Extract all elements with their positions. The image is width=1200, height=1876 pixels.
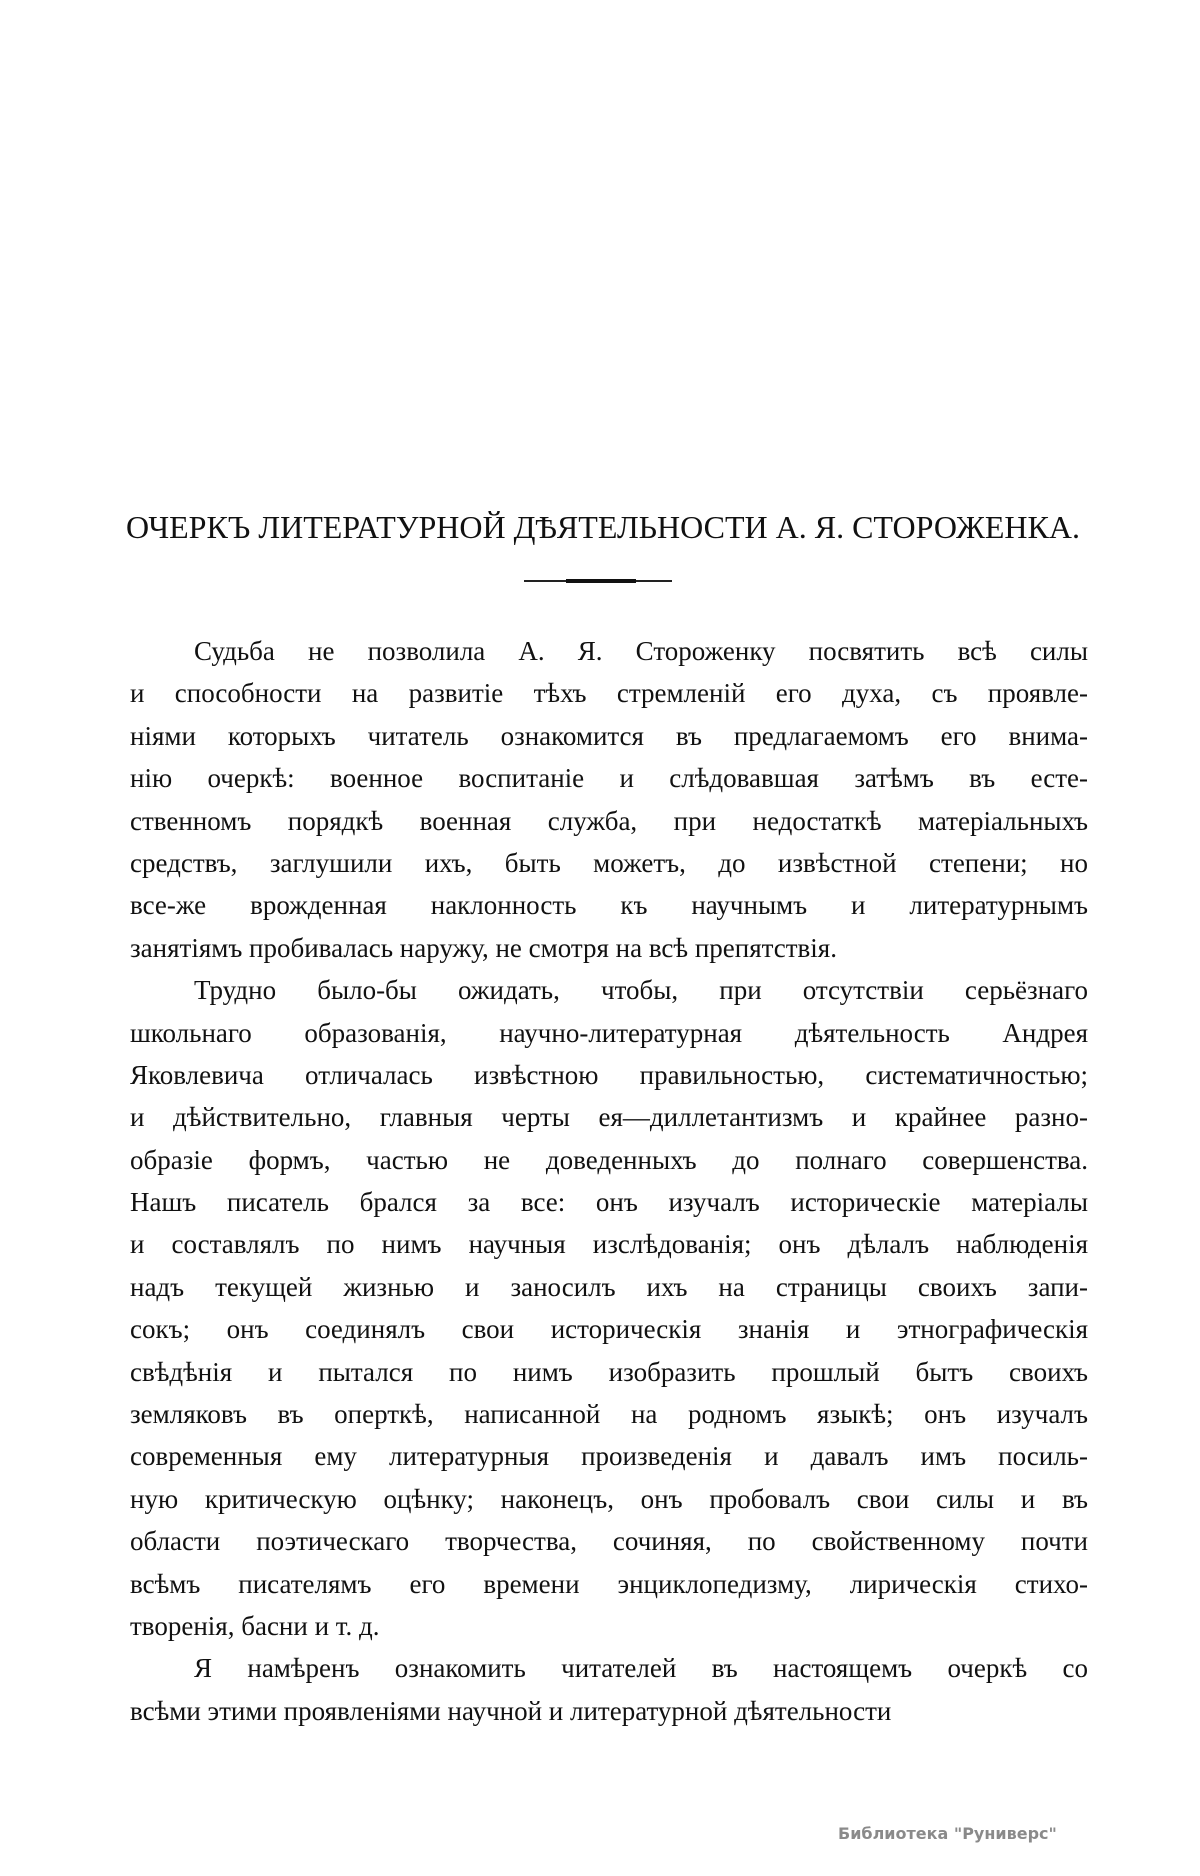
text-line: и способности на развитіе тѣхъ стремленій его духа, съ проявле- (130, 678, 1088, 709)
text-line: земляковъ въ оперткѣ, написанной на родномъ языкѣ; онъ изучалъ (130, 1399, 1088, 1430)
text-line: Яковлевича отличалась извѣстною правильностью, систематичностью; (130, 1059, 1088, 1090)
text-line: нію очеркѣ: военное воспитаніе и слѣдовавшая затѣмъ въ есте- (130, 763, 1088, 794)
text-line: всѣми этими проявленіями научной и литературной дѣятельности (130, 1695, 892, 1726)
library-watermark: Библиотека "Руниверс" (838, 1824, 1057, 1843)
text-line: всѣмъ писателямъ его времени энциклопедизму, лирическія стихо- (130, 1568, 1088, 1599)
text-line: Нашъ писатель брался за все: онъ изучалъ историческіе матеріалы (130, 1187, 1088, 1218)
chapter-title-container (126, 505, 1080, 549)
text-line: творенія, басни и т. д. (130, 1610, 380, 1641)
text-line: Трудно было-бы ожидать, чтобы, при отсутствіи серьёзнаго (194, 975, 1088, 1006)
text-line: занятіямъ пробивалась наружу, не смотря на всѣ препятствія. (130, 932, 837, 963)
text-line: ную критическую оцѣнку; наконецъ, онъ пробовалъ свои силы и въ (130, 1483, 1088, 1514)
chapter-title: ОЧЕРКЪ ЛИТЕРАТУРНОЙ ДѢЯТЕЛЬНОСТИ А. Я. СТОРОЖЕНКА. (126, 509, 1080, 545)
text-line: сокъ; онъ соединялъ свои историческія знанія и этнографическія (130, 1314, 1088, 1345)
text-line: ніями которыхъ читатель ознакомится въ предлагаемомъ его внима- (130, 720, 1088, 751)
text-line: ственномъ порядкѣ военная служба, при недостаткѣ матеріальныхъ (130, 805, 1088, 836)
text-line: свѣдѣнія и пытался по нимъ изобразить прошлый бытъ своихъ (130, 1356, 1088, 1387)
text-line: все-же врожденная наклонность къ научнымъ и литературнымъ (130, 890, 1088, 921)
text-line: и дѣйствительно, главныя черты ея—диллетантизмъ и крайнее разно- (130, 1102, 1088, 1133)
body-text (130, 630, 1088, 1732)
text-line: современныя ему литературныя произведенія и давалъ имъ посиль- (130, 1441, 1088, 1472)
text-line: надъ текущей жизнью и заносилъ ихъ на страницы своихъ запи- (130, 1271, 1088, 1302)
text-line: средствъ, заглушили ихъ, быть можетъ, до извѣстной степени; но (130, 847, 1088, 878)
text-line: школьнаго образованія, научно-литературная дѣятельность Андрея (130, 1017, 1088, 1048)
text-line: образіе формъ, частью не доведенныхъ до полнаго совершенства. (130, 1144, 1088, 1175)
text-line: Судьба не позволила А. Я. Стороженку посвятить всѣ силы (194, 636, 1088, 666)
text-line: области поэтическаго творчества, сочиняя, по свойственному почти (130, 1526, 1088, 1557)
text-line: и составлялъ по нимъ научныя изслѣдованія; онъ дѣлалъ наблюденія (130, 1229, 1088, 1260)
title-divider-ornament (566, 579, 636, 583)
text-line: Я намѣренъ ознакомить читателей въ настоящемъ очеркѣ со (194, 1653, 1088, 1684)
